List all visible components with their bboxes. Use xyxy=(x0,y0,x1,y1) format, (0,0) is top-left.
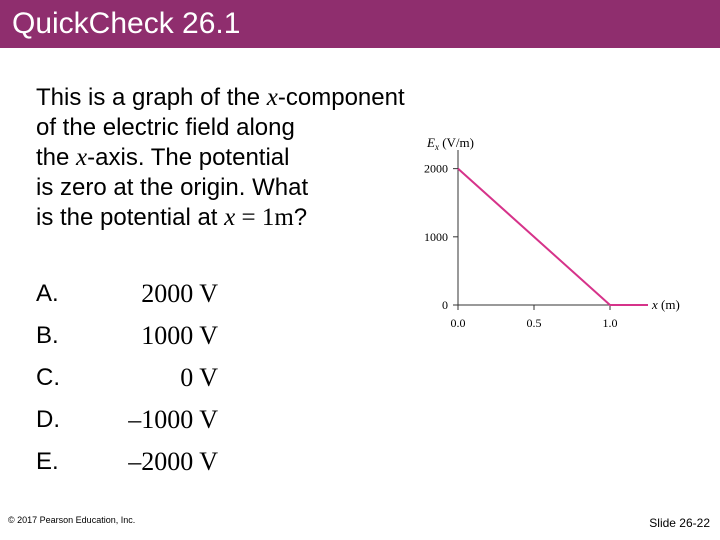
y-tick-label: 0 xyxy=(442,298,448,312)
x-ticks xyxy=(451,305,618,330)
electric-field-chart xyxy=(400,120,700,340)
answer-option-d[interactable] xyxy=(36,402,236,444)
answer-value: 0 V xyxy=(180,363,218,392)
variable-x: x xyxy=(76,144,88,171)
answer-letter: D. xyxy=(36,406,60,433)
x-axis-label-unit: (m) xyxy=(657,297,680,312)
title-bar xyxy=(0,0,720,48)
x-tick-label: 0.0 xyxy=(450,316,466,330)
question-text-part: is the potential at xyxy=(36,204,225,231)
answer-letter: E. xyxy=(36,448,59,475)
answer-option-e[interactable] xyxy=(36,444,236,486)
question-text-part: ? xyxy=(293,204,308,231)
y-axis-label-sub: x xyxy=(434,142,439,152)
x-tick-label: 1.0 xyxy=(602,316,618,330)
variable-x: x xyxy=(224,204,236,231)
answer-letter: A. xyxy=(36,280,59,307)
question-line-1 xyxy=(36,83,476,113)
x-axis-label xyxy=(651,297,680,312)
y-axis-label xyxy=(426,135,474,152)
question-line-4: is zero at the origin. What xyxy=(36,174,309,201)
copyright-notice: © 2017 Pearson Education, Inc. xyxy=(8,515,136,525)
slide-title: QuickCheck 26.1 xyxy=(12,7,241,40)
question-text-part: This is a graph of the xyxy=(36,84,267,111)
y-tick-label: 2000 xyxy=(424,161,448,176)
y-axis-label-unit: (V/m) xyxy=(438,135,474,150)
answer-value: –1000 V xyxy=(128,405,218,434)
answer-value: 1000 V xyxy=(141,321,218,350)
question-text-part: the xyxy=(36,144,77,171)
answer-option-c[interactable] xyxy=(36,360,236,402)
answer-value: 2000 V xyxy=(141,279,218,308)
question-text-part: -component xyxy=(277,84,405,111)
series-line xyxy=(458,169,648,305)
equation-value: = 1m xyxy=(235,204,294,231)
slide-number: Slide 26-22 xyxy=(649,516,710,530)
question-text-part: -axis. The potential xyxy=(87,144,290,171)
y-tick-label: 1000 xyxy=(424,229,448,244)
y-ticks xyxy=(424,162,458,312)
answer-value: –2000 V xyxy=(128,447,218,476)
answer-option-b[interactable] xyxy=(36,318,236,360)
x-tick-label: 0.5 xyxy=(526,316,542,330)
y-axis-label-var: E xyxy=(427,135,435,150)
variable-x: x xyxy=(266,84,278,111)
answer-option-a[interactable] xyxy=(36,276,236,318)
answer-letter: B. xyxy=(36,322,59,349)
answer-letter: C. xyxy=(36,364,60,391)
x-axis-label-var: x xyxy=(652,297,658,312)
answer-list xyxy=(36,276,236,486)
question-line-2: of the electric field along xyxy=(36,114,295,141)
